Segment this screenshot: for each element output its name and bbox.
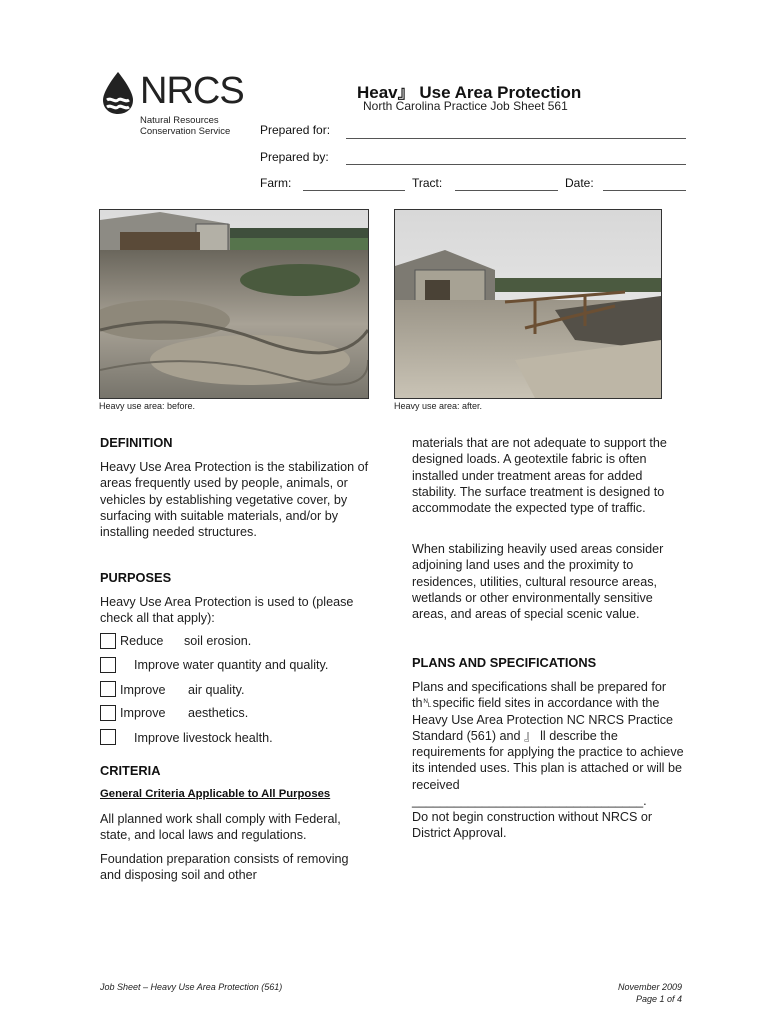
criteria-continued-para: materials that are not adequate to support the designed loads. A geotextile fabric is often installed under treatment areas for added stability. The surface treatment is designed to accommodate the expected type of traffic. [412, 436, 667, 516]
footer-page-number: Page 1 of 4 [635, 994, 682, 1004]
prepared-by-field[interactable] [346, 164, 686, 165]
tract-label: Tract: [412, 176, 443, 190]
footer-job-sheet: Job Sheet – Heavy Use Area Protection (561) [100, 982, 283, 992]
purpose-label-soil-erosion: Reduce [120, 634, 164, 648]
photo-after [394, 209, 662, 399]
date-label: Date: [565, 176, 594, 190]
purpose-label-aesthetics-2: aesthetics. [188, 706, 249, 720]
purpose-label-water-quality: Improve water quantity and quality. [134, 658, 329, 672]
purpose-checkbox-aesthetics[interactable] [100, 705, 116, 721]
photo-before [99, 209, 369, 399]
definition-text: Heavy Use Area Protection is the stabilization of areas frequently used by people, animals, or vehicles by establishing vegetative cover, by surfacing with suitable materials, and/or by installing needed structures. [100, 460, 369, 540]
purpose-checkbox-soil-erosion[interactable] [100, 633, 116, 649]
plans-heading: PLANS AND SPECIFICATIONS [412, 655, 597, 670]
criteria-subheading: General Criteria Applicable to All Purposes [100, 788, 331, 800]
document-title: Heav』 Use Area Protection [357, 83, 582, 102]
purpose-checkbox-air-quality[interactable] [100, 681, 116, 697]
criteria-heading: CRITERIA [100, 763, 161, 778]
definition-heading: DEFINITION [100, 435, 173, 450]
photo-before-caption: Heavy use area: before. [99, 401, 196, 411]
date-field[interactable] [603, 190, 686, 191]
plans-para: Plans and specifications shall be prepared for th␤specific field sites in accordance with the Heavy Use Area Protection NC NRCS Practice Standard (561) and 』 ll describe the requirements for applying the practice to achieve its intended uses. This plan is attached or will be received [412, 680, 684, 792]
nrcs-logo-subtitle: Natural Resources Conservation Service [140, 115, 231, 137]
farm-label: Farm: [260, 176, 292, 190]
purpose-checkbox-livestock-health[interactable] [100, 729, 116, 745]
stabilizing-para: When stabilizing heavily used areas consider adjoining land uses and the proximity to residences, utilities, cultural resource areas, wetlands or other environmentally sensitive areas, and areas of special scenic value. [412, 542, 664, 622]
document-subtitle: North Carolina Practice Job Sheet 561 [363, 99, 568, 113]
farm-field[interactable] [303, 190, 405, 191]
footer-date: November 2009 [617, 982, 682, 992]
purposes-heading: PURPOSES [100, 570, 172, 585]
plans-blank-line[interactable]: _________________________________. [412, 794, 647, 808]
purpose-checkbox-water-quality[interactable] [100, 657, 116, 673]
photo-after-caption: Heavy use area: after. [394, 401, 483, 411]
prepared-for-field[interactable] [346, 138, 686, 139]
purpose-label-soil-erosion-2: soil erosion. [184, 634, 252, 648]
construction-approval-note: Do not begin construction without NRCS or District Approval. [412, 810, 653, 841]
prepared-by-label: Prepared by: [260, 150, 329, 164]
criteria-para-2: Foundation preparation consists of removing and disposing soil and other [100, 852, 349, 883]
nrcs-logo-mark [99, 70, 137, 116]
purpose-label-livestock-health: Improve livestock health. [134, 731, 273, 745]
purpose-label-air-quality: Improve [120, 683, 166, 697]
nrcs-logo-text: NRCS [140, 70, 244, 112]
purpose-label-aesthetics: Improve [120, 706, 166, 720]
prepared-for-label: Prepared for: [260, 123, 331, 137]
purposes-intro: Heavy Use Area Protection is used to (please check all that apply): [100, 595, 354, 626]
tract-field[interactable] [455, 190, 558, 191]
criteria-para-1: All planned work shall comply with Federal, state, and local laws and regulations. [100, 812, 341, 843]
purpose-label-air-quality-2: air quality. [188, 683, 245, 697]
